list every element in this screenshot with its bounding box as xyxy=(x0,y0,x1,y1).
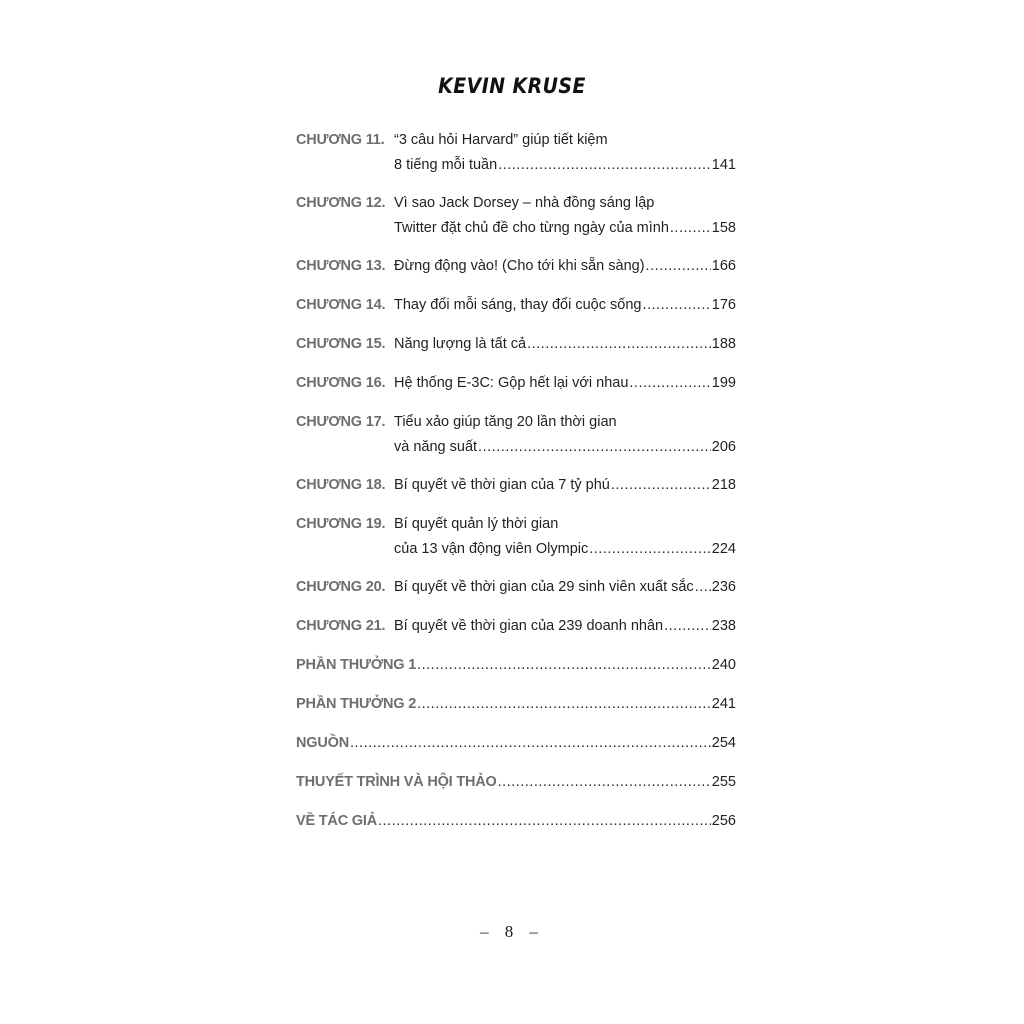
toc-entry-chapter-15[interactable] xyxy=(296,332,736,357)
toc-entry-chapter-11[interactable] xyxy=(296,128,736,178)
toc-entry-chapter-19[interactable] xyxy=(296,512,736,562)
page-number: 224 xyxy=(711,541,736,557)
toc-entry-bonus-2[interactable] xyxy=(296,692,736,717)
section-title: THUYẾT TRÌNH VÀ HỘI THẢO xyxy=(296,774,497,790)
chapter-title: Bí quyết về thời gian của 239 doanh nhân xyxy=(394,618,664,634)
chapter-label: CHƯƠNG 16. xyxy=(296,375,386,391)
chapter-label: CHƯƠNG 14. xyxy=(296,297,386,313)
dot-leader xyxy=(478,435,711,460)
chapter-label: CHƯƠNG 12. xyxy=(296,195,386,211)
page-number: 236 xyxy=(711,579,736,595)
chapter-title-line2: của 13 vận động viên Olympic xyxy=(394,541,589,557)
chapter-label: CHƯƠNG 13. xyxy=(296,258,386,274)
dot-leader xyxy=(498,770,711,795)
dot-leader xyxy=(670,216,711,241)
page-number: 255 xyxy=(711,774,736,790)
footer-page-number: 8 xyxy=(504,922,520,941)
page-number: 238 xyxy=(711,618,736,634)
page-number: 158 xyxy=(711,220,736,236)
dot-leader xyxy=(527,332,711,357)
toc-entry-chapter-13[interactable] xyxy=(296,254,736,279)
chapter-title-line1: Bí quyết quản lý thời gian xyxy=(394,516,559,532)
section-title: VỀ TÁC GIẢ xyxy=(296,813,377,829)
toc-entry-talks-workshops[interactable] xyxy=(296,770,736,795)
chapter-title: Năng lượng là tất cả xyxy=(394,336,527,352)
dot-leader xyxy=(589,537,711,562)
section-title: PHẦN THƯỞNG 1 xyxy=(296,657,417,673)
chapter-label: CHƯƠNG 21. xyxy=(296,618,386,634)
page-number: 218 xyxy=(711,477,736,493)
page-number: 254 xyxy=(711,735,736,751)
page-footer xyxy=(0,922,1024,942)
toc-entry-about-author[interactable] xyxy=(296,809,736,834)
page-number: 176 xyxy=(711,297,736,313)
running-header-author: KEVIN KRUSE xyxy=(438,74,586,98)
page-number: 240 xyxy=(711,657,736,673)
chapter-title: Bí quyết về thời gian của 7 tỷ phú xyxy=(394,477,610,493)
chapter-label: CHƯƠNG 11. xyxy=(296,132,385,148)
dot-leader xyxy=(417,692,711,717)
dot-leader xyxy=(378,809,711,834)
chapter-label: CHƯƠNG 15. xyxy=(296,336,386,352)
chapter-title-line2: 8 tiếng mỗi tuần xyxy=(394,157,498,173)
page-number: 199 xyxy=(711,375,736,391)
toc-entry-bonus-1[interactable] xyxy=(296,653,736,678)
chapter-title-line2: Twitter đặt chủ đề cho từng ngày của mình xyxy=(394,220,669,236)
page-number: 256 xyxy=(711,813,736,829)
toc-entry-chapter-20[interactable] xyxy=(296,575,736,600)
dot-leader xyxy=(695,575,711,600)
toc-entry-chapter-16[interactable] xyxy=(296,371,736,396)
dot-leader xyxy=(611,473,711,498)
section-title: NGUỒN xyxy=(296,735,349,751)
dot-leader xyxy=(646,254,711,279)
table-of-contents xyxy=(296,128,736,848)
chapter-label: CHƯƠNG 17. xyxy=(296,414,386,430)
toc-entry-chapter-12[interactable] xyxy=(296,191,736,241)
dot-leader xyxy=(629,371,710,396)
chapter-label: CHƯƠNG 19. xyxy=(296,516,386,532)
chapter-title: Hệ thống E-3C: Gộp hết lại với nhau xyxy=(394,375,629,391)
chapter-title: Thay đổi mỗi sáng, thay đổi cuộc sống xyxy=(394,297,642,313)
chapter-title-line2: và năng suất xyxy=(394,439,478,455)
dot-leader xyxy=(350,731,711,756)
toc-entry-chapter-14[interactable] xyxy=(296,293,736,318)
page-number: 166 xyxy=(711,258,736,274)
chapter-title-line1: “3 câu hỏi Harvard” giúp tiết kiệm xyxy=(394,132,608,148)
chapter-title-line1: Vì sao Jack Dorsey – nhà đồng sáng lập xyxy=(394,195,655,211)
page-number: 241 xyxy=(711,696,736,712)
toc-entry-chapter-21[interactable] xyxy=(296,614,736,639)
section-title: PHẦN THƯỞNG 2 xyxy=(296,696,417,712)
toc-entry-sources[interactable] xyxy=(296,731,736,756)
toc-entry-chapter-18[interactable] xyxy=(296,473,736,498)
dot-leader xyxy=(664,614,711,639)
page-number: 206 xyxy=(711,439,736,455)
dot-leader xyxy=(417,653,711,678)
footer-dash-right: – xyxy=(529,922,544,941)
footer-dash-left: – xyxy=(480,922,495,941)
chapter-title: Bí quyết về thời gian của 29 sinh viên xuất sắc xyxy=(394,579,694,595)
page-number: 141 xyxy=(711,157,736,173)
chapter-label: CHƯƠNG 18. xyxy=(296,477,386,493)
toc-entry-chapter-17[interactable] xyxy=(296,410,736,460)
page-number: 188 xyxy=(711,336,736,352)
chapter-title-line1: Tiểu xảo giúp tăng 20 lần thời gian xyxy=(394,414,617,430)
chapter-title: Đừng động vào! (Cho tới khi sẵn sàng) xyxy=(394,258,645,274)
chapter-label: CHƯƠNG 20. xyxy=(296,579,386,595)
dot-leader xyxy=(498,153,711,178)
dot-leader xyxy=(642,293,710,318)
